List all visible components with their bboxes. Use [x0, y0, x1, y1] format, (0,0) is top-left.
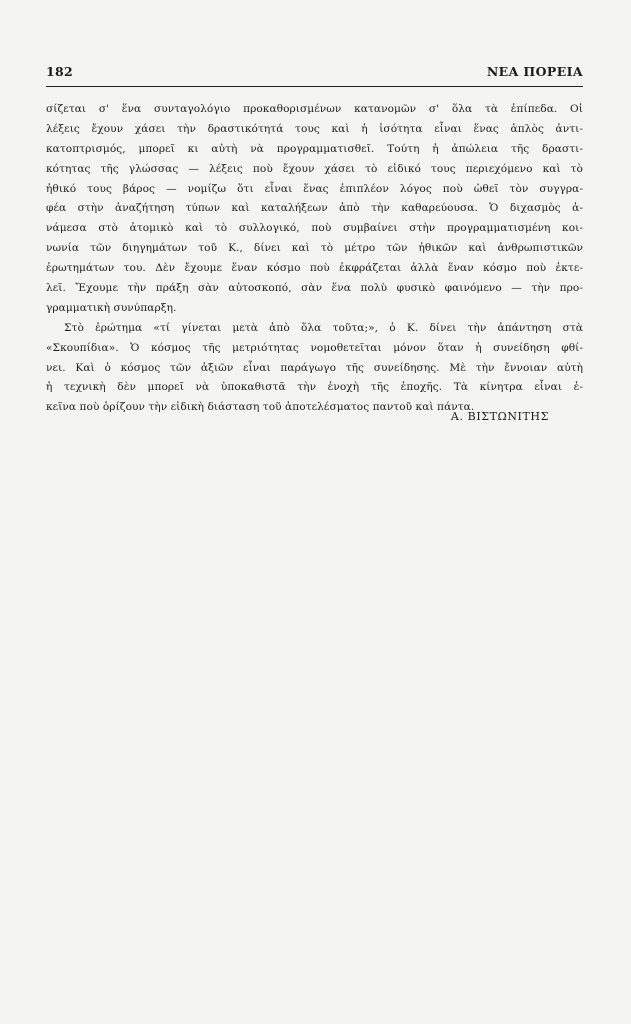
journal-title: ΝΕΑ ΠΟΡΕΙΑ [486, 64, 583, 79]
text-line: Στὸ ἐρώτημα «τί γίνεται μετὰ ἀπὸ ὅλα τοῦτα;», ὁ Κ. δίνει τὴν ἀπάντηση στὰ [64, 321, 583, 334]
text-line: γραμματικὴ συνύπαρξη. [46, 301, 177, 314]
page-number: 182 [46, 64, 73, 79]
text-line: ἐρωτημάτων του. Δὲν ἔχουμε ἕναν κόσμο ποὺ ἐκφράζεται ἀλλὰ ἕναν κόσμο ποὺ ἐκτε- [46, 262, 583, 275]
text-line: νάμεσα στὸ ἀτομικὸ καὶ τὸ συλλογικό, ποὺ συμβαίνει στὴν προγραμματισμένη κοι- [46, 222, 583, 235]
text-line: κεῖνα ποὺ ὁρίζουν τὴν εἰδικὴ διάσταση τοῦ ἀποτελέσματος παντοῦ καὶ πάντα. [46, 401, 475, 414]
text-line: λέξεις ἔχουν χάσει τὴν δραστικότητά τους καὶ ἡ ἰσότητα εἶναι ἕνας ἁπλὸς ἀντι- [46, 122, 583, 135]
text-line: φέα στὴν ἀναζήτηση τύπων καὶ καταλήξεων ἀπὸ τὴν καθαρεύουσα. Ὁ διχασμὸς ἀ- [46, 202, 583, 215]
text-line: σίζεται σ' ἕνα συνταγολόγιο προκαθορισμένων κατανομῶν σ' ὅλα τὰ ἐπίπεδα. Οἱ [46, 103, 583, 115]
text-line: ἠθικό τους βάρος — νομίζω ὅτι εἶναι ἕνας ἐπιπλέον λόγος ποὺ ὠθεῖ τὸν συγγρα- [46, 182, 583, 195]
text-line: νωνία τῶν διηγημάτων τοῦ Κ., δίνει καὶ τὸ μέτρο τῶν ἠθικῶν καὶ ἀνθρωπιστικῶν [46, 242, 583, 255]
author-signature: Α. ΒΙΣΤΩΝΙΤΗΣ [450, 410, 549, 423]
paragraph-1 [46, 100, 583, 319]
text-line: λεῖ. Ἔχουμε τὴν πράξη σὰν αὐτοσκοπό, σὰν ἕνα πολὺ φυσικὸ φαινόμενο — τὴν προ- [46, 282, 583, 295]
text-line: νει. Καὶ ὁ κόσμος τῶν ἀξιῶν εἶναι παράγωγο τῆς συνείδησης. Μὲ τὴν ἔννοιαν αὐτὴ [46, 361, 583, 374]
paragraph-2 [46, 319, 583, 418]
article-body [46, 100, 583, 418]
text-line: κατοπτρισμός, μπορεῖ κι αὐτὴ νὰ προγραμματισθεῖ. Τούτη ἡ ἀπώλεια τῆς δραστι- [46, 142, 583, 155]
text-line: ἡ τεχνικὴ δὲν μπορεῖ νὰ ὑποκαθιστᾶ τὴν ἐνοχὴ τῆς ἐποχῆς. Τὰ κίνητρα εἶναι ἐ- [46, 381, 583, 394]
page-header [46, 64, 583, 87]
text-line: «Σκουπίδια». Ὁ κόσμος τῆς μετριότητας νομοθετεῖται μόνον ὅταν ἡ συνείδηση φθί- [46, 341, 583, 354]
text-line: κότητας τῆς γλώσσας — λέξεις ποὺ ἔχουν χάσει τὸ εἰδικό τους περιεχόμενο καὶ τὸ [46, 162, 583, 175]
